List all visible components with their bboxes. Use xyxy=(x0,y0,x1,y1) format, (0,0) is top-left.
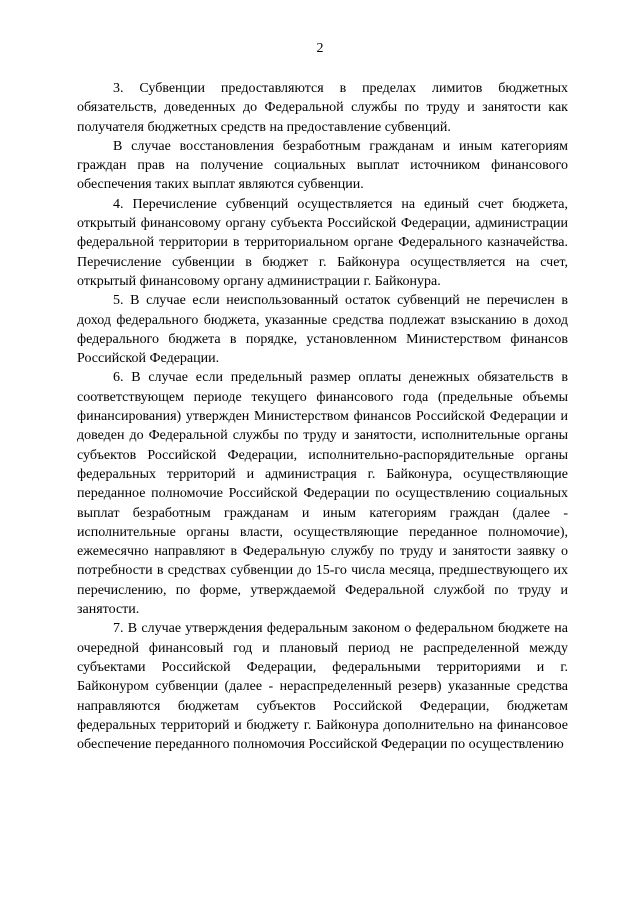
paragraph-3-restoration: В случае восстановления безработным гражданам и иным категориям граждан прав на получение социальных выплат источником финансового обеспечения таких выплат являются субвенции. xyxy=(77,138,568,193)
paragraph-4: 4. Перечисление субвенций осуществляется на единый счет бюджета, открытый финансовому органу субъекта Российской Федерации, администрации федеральной территории в территориальном органе Федерального казначейства. Перечисление субвенции в бюджет г. Байконура осуществляется на счет, открытый финансовому органу администрации г. Байконура. xyxy=(77,196,568,289)
paragraph-7: 7. В случае утверждения федеральным законом о федеральном бюджете на очередной финансовый год и плановый период не распределенной между субъектами Российской Федерации, федеральными территориями и г. Байконуром субвенции (далее - нераспределенный резерв) указанные средства направляются бюджетам субъектов Российской Федерации, бюджетам федеральных территорий и бюджету г. Байконура дополнительно на финансовое обеспечение переданного полномочия Российской Федерации по осуществлению xyxy=(77,621,568,753)
paragraph-6: 6. В случае если предельный размер оплаты денежных обязательств в соответствующем периоде текущего финансового года (предельные объемы финансирования) утвержден Министерством финансов Российской Федерации и доведен до Федеральной службы по труду и занятости, исполнительные органы субъектов Российской Федерации, исполнительно-распорядительные органы федеральных территорий и администрация г. Байконура, осуществляющие переданное полномочие Российской Федерации по осуществлению социальных выплат безработным гражданам и иным категориям граждан (далее - исполнительные органы власти, осуществляющие переданное полномочие), ежемесячно направляют в Федеральную службу по труду и занятости заявку о потребности в средствах субвенции до 15-го числа месяца, предшествующего их перечислению, по форме, утверждаемой Федеральной службой по труду и занятости. xyxy=(77,370,568,618)
page-number: 2 xyxy=(316,41,324,56)
document-body xyxy=(77,79,568,754)
paragraph-3: 3. Субвенции предоставляются в пределах лимитов бюджетных обязательств, доведенных до Федеральной службы по труду и занятости как получателя бюджетных средств на предоставление субвенций. xyxy=(77,81,568,135)
paragraph-5: 5. В случае если неиспользованный остаток субвенций не перечислен в доход федерального бюджета, указанные средства подлежат взысканию в доход федерального бюджета в порядке, установленном Министерством финансов Российской Федерации. xyxy=(77,293,568,367)
